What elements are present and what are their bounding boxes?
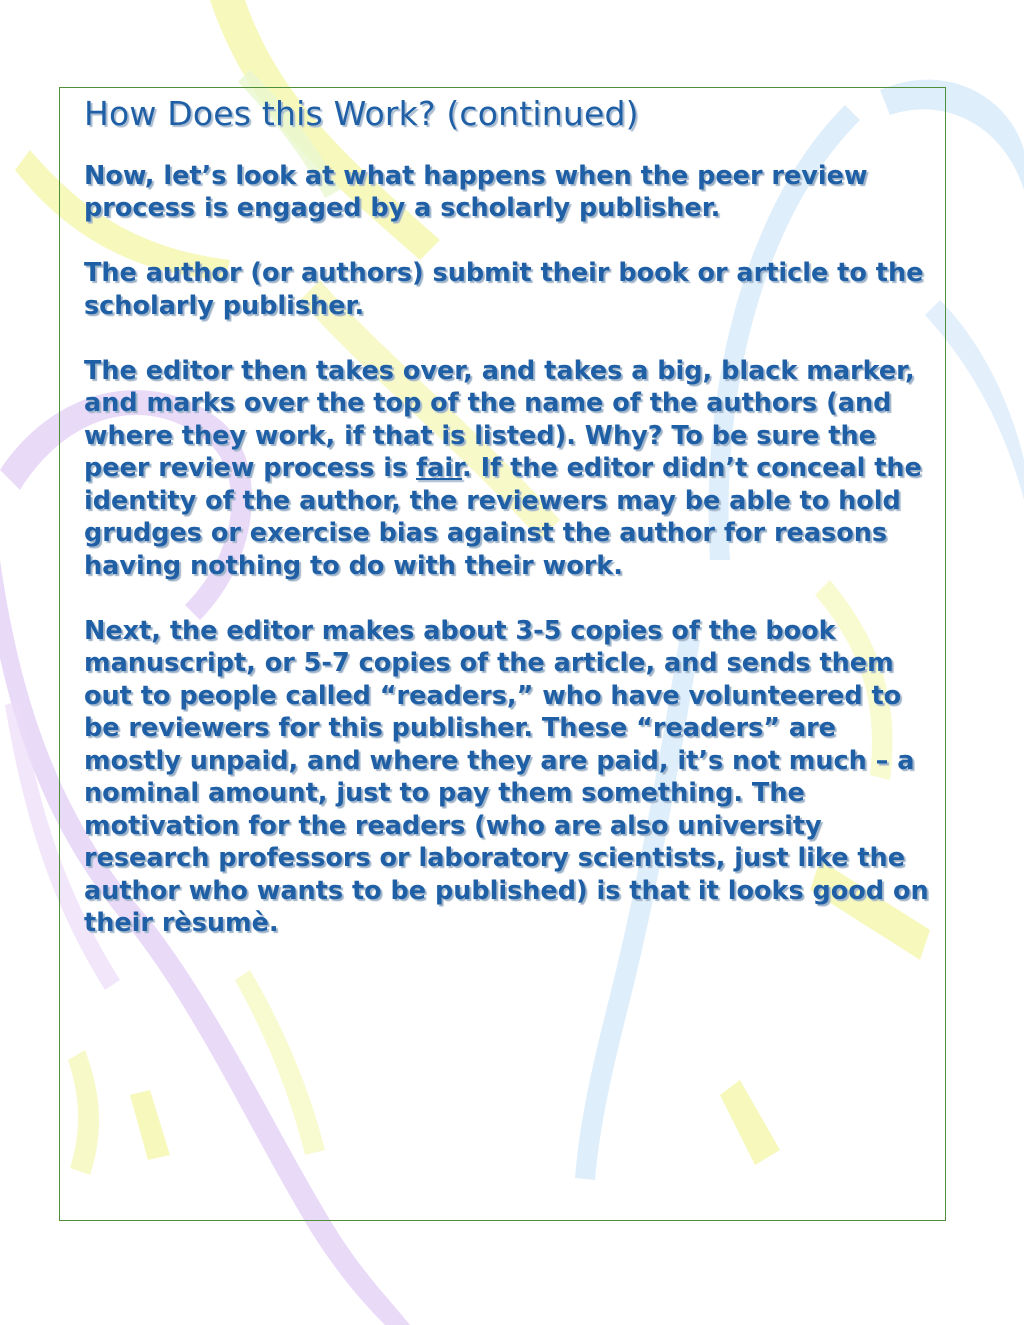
paragraph-editor-end: . If the editor didn’t conceal the identity of the author, the reviewers may be able to hold grudges or exercise bias against the author for reasons having nothing to do with their work. [84,453,922,581]
paragraph-intro: Now, let’s look at what happens when the peer review process is engaged by a scholarly publisher. [84,160,868,224]
paragraph-readers: Next, the editor makes about 3-5 copies of the book manuscript, or 5-7 copies of the article, and sends them out to people called “readers,” who have volunteered to be reviewers for this publisher. These “readers” are mostly unpaid, and where they are paid, it’s not much – a nominal amount, just to pay them something. The motivation for the readers (who are also university research professors or laboratory scientists, just like the author who wants to be published) is that it looks good on their rèsumè. [84,615,929,939]
underlined-word-fair: fair [416,453,463,484]
paragraph-editor-start: The editor then takes over, and takes a big, black marker, and marks over the top of the name of the authors (and where they work, if that is listed). Why? To be sure the peer review process is [84,355,915,484]
content-area [84,94,934,972]
paragraph-submit: The author (or authors) submit their book or article to the scholarly publisher. [84,258,924,321]
paragraph-editor [84,355,934,583]
slide-title: How Does this Work? (continued) [84,94,639,133]
